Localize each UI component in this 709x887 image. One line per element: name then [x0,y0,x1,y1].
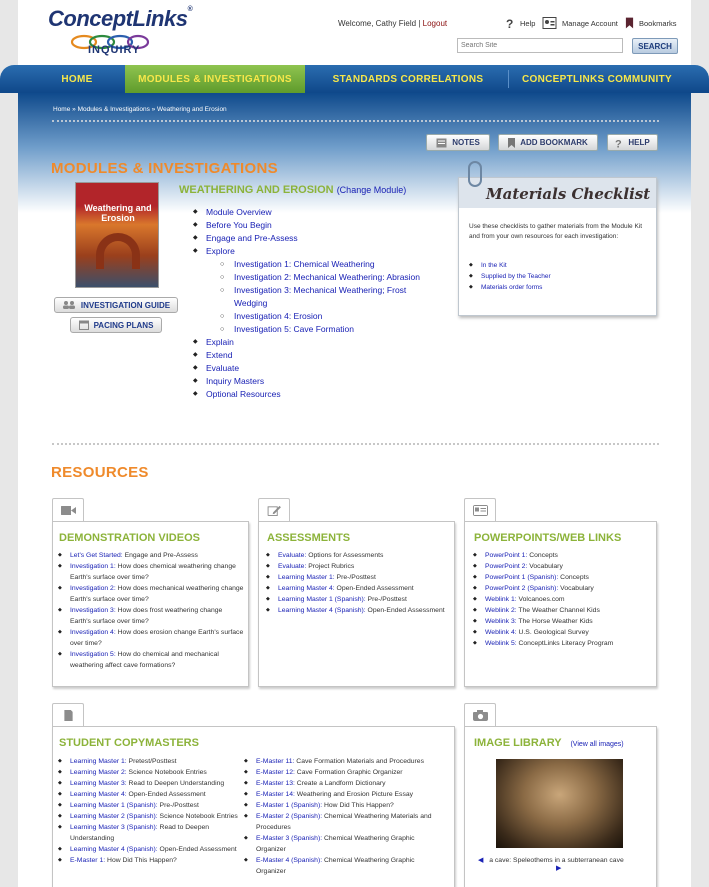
cover-title: Weathering and Erosion [84,203,152,223]
section-title-resources: RESOURCES [51,464,149,481]
breadcrumb[interactable]: Home » Modules & Investigations » Weathering and Erosion [53,106,227,113]
nav-tab-modules[interactable]: MODULES & INVESTIGATIONS [125,65,305,93]
copymaster-desc: Pre-/Posttest [157,802,199,809]
edit-pencil-icon [267,505,282,516]
video-item[interactable] [58,583,244,605]
welcome-text [338,19,447,28]
copymaster-item[interactable] [58,789,244,800]
copymaster-link[interactable]: Learning Master 4 (Spanish): [70,846,158,853]
copymaster-desc: Open-Ended Assessment [157,846,237,853]
conceptlinks-logo[interactable] [48,4,193,60]
copymaster-link[interactable]: Learning Master 4: [70,791,127,798]
search-button[interactable]: SEARCH [632,38,678,54]
weblink-link[interactable]: Weblink 5: [485,640,517,647]
notes-label: NOTES [452,138,480,147]
video-desc: How does frost weathering change Earth's surface over time? [70,607,223,625]
copymaster-desc: Chemical Weathering Materials and Procedures [256,813,432,831]
copymaster-link[interactable]: Learning Master 3: [70,780,127,787]
menu-module-overview[interactable]: ◆ Module Overview [193,206,433,219]
help-question-icon [615,138,623,148]
video-link[interactable]: Investigation 2: [70,585,116,592]
copymaster-item[interactable] [58,822,244,844]
notes-button[interactable] [426,134,490,151]
checklist-supplied-teacher-link[interactable]: Supplied by the Teacher [481,273,551,280]
weblink-desc: ConceptLinks Literacy Program [516,640,614,647]
menu-investigation-1[interactable]: ○ Investigation 1: Chemical Weathering [193,258,433,271]
videos-heading: DEMONSTRATION VIDEOS [59,532,200,544]
menu-before-you-begin[interactable]: ◆ Before You Begin [193,219,433,232]
powerpoints-heading: POWERPOINTS/WEB LINKS [474,532,622,544]
menu-engage-pre-assess[interactable]: ◆ Engage and Pre-Assess [193,232,433,245]
powerpoint-item[interactable] [473,561,653,572]
menu-inquiry-masters[interactable]: ◆ Inquiry Masters [193,375,433,388]
video-link[interactable]: Let's Get Started: [70,552,123,559]
copymasters-list-col1 [58,756,244,866]
copymaster-item[interactable] [244,811,444,833]
powerpoint-link[interactable]: PowerPoint 2 (Spanish): [485,585,559,592]
copymaster-link[interactable]: E-Master 1 (Spanish): [256,802,323,809]
assessment-desc: Open-Ended Assessment [365,607,445,614]
powerpoint-link[interactable]: PowerPoint 1: [485,552,528,559]
weblink-link[interactable]: Weblink 3: [485,618,517,625]
powerpoint-item[interactable] [473,550,653,561]
checklist-description: Use these checklists to gather materials from the Module Kit and from your own resources for each investigation: [469,223,643,240]
copymaster-item[interactable] [244,800,444,811]
video-link[interactable]: Investigation 4: [70,629,116,636]
welcome-label: Welcome, Cathy Field | [338,19,421,28]
help-link[interactable] [503,17,535,29]
logo-inquiry-text: INQUIRY [88,44,141,56]
copymaster-link[interactable]: Learning Master 2 (Spanish): [70,813,158,820]
video-item[interactable] [58,649,244,671]
powerpoint-desc: Concepts [558,574,589,581]
assessment-item[interactable] [266,605,452,616]
add-bookmark-label: ADD BOOKMARK [520,138,588,147]
weblink-item[interactable] [473,616,653,627]
videos-list [58,550,244,671]
svg-text:?: ? [506,17,514,29]
assessment-link[interactable]: Learning Master 1 (Spanish): [278,596,366,603]
nav-tab-home[interactable]: HOME [61,73,93,85]
copymaster-desc: Open-Ended Assessment [126,791,206,798]
powerpoint-item[interactable] [473,572,653,583]
copymasters-list-col2 [244,756,444,877]
module-title-text: WEATHERING AND EROSION [179,184,334,196]
assessment-item[interactable] [266,550,452,561]
pacing-plans-label: PACING PLANS [93,320,154,330]
materials-checklist-panel [458,177,657,316]
document-icon [61,710,76,721]
nav-separator [508,70,509,88]
weblink-desc: The Horse Weather Kids [516,618,593,625]
investigation-guide-button[interactable] [54,297,178,313]
copymaster-desc: How Did This Happen? [322,802,394,809]
section-title-modules: MODULES & INVESTIGATIONS [51,160,278,177]
copymasters-heading: STUDENT COPYMASTERS [59,737,199,749]
video-desc: How does chemical weathering change Earth's surface over time? [70,563,236,581]
copymaster-desc: How Did This Happen? [105,857,177,864]
nav-tab-standards[interactable]: STANDARDS CORRELATIONS [332,73,484,85]
next-image-arrow-icon[interactable]: ▶ [556,865,562,872]
menu-optional-resources[interactable]: ◆ Optional Resources [193,388,433,401]
image-library-tab [464,703,496,727]
manage-account-link[interactable] [542,17,618,29]
weblink-item[interactable] [473,594,653,605]
add-bookmark-button[interactable] [498,134,598,151]
assessment-link[interactable]: Evaluate: [278,552,307,559]
assessment-link[interactable]: Learning Master 1: [278,574,335,581]
module-title [179,184,406,196]
menu-investigation-2[interactable]: ○ Investigation 2: Mechanical Weathering: Abrasion [193,271,433,284]
checklist-supplied-teacher[interactable] [469,271,551,282]
video-desc: How does erosion change Earth's surface over time? [70,629,244,647]
logo-wordmark: ConceptLinks® [48,6,193,31]
account-card-icon [542,17,557,29]
copymaster-item[interactable] [244,767,444,778]
weblink-desc: U.S. Geological Survey [516,629,589,636]
weblink-link[interactable]: Weblink 1: [485,596,517,603]
video-link[interactable]: Investigation 5: [70,651,116,658]
copymaster-item[interactable] [58,767,244,778]
menu-investigation-5[interactable]: ○ Investigation 5: Cave Formation [193,323,433,336]
copymaster-desc: Science Notebook Entries [157,813,238,820]
menu-explore[interactable]: ◆ Explore [193,245,433,258]
logout-link[interactable]: Logout [422,19,448,28]
assessment-item[interactable] [266,572,452,583]
copymaster-desc: Create a Landform Dictionary [294,780,386,787]
copymaster-item[interactable] [244,833,444,855]
weblink-item[interactable] [473,627,653,638]
copymaster-item[interactable] [58,811,244,822]
copymaster-item[interactable] [244,778,444,789]
help-label: Help [520,18,536,28]
change-module-link[interactable]: (Change Module) [336,185,407,195]
copymaster-link[interactable]: E-Master 3 (Spanish): [256,835,323,842]
assessment-desc: Options for Assessments [306,552,384,559]
menu-extend[interactable]: ◆ Extend [193,349,433,362]
copymaster-item[interactable] [58,855,244,866]
copymaster-desc: Weathering and Erosion Picture Essay [294,791,414,798]
help-label: HELP [628,138,650,147]
dotted-divider [52,120,659,122]
copymaster-link[interactable]: Learning Master 1 (Spanish): [70,802,158,809]
assessment-link[interactable]: Evaluate: [278,563,307,570]
checklist-links [469,260,551,293]
copymaster-link[interactable]: Learning Master 1: [70,758,127,765]
prev-image-arrow-icon[interactable]: ◀ [478,857,484,864]
copymaster-desc: Cave Formation Graphic Organizer [294,769,403,776]
assessments-heading: ASSESSMENTS [267,532,351,544]
weblink-item[interactable] [473,605,653,616]
bookmarks-label: Bookmarks [639,18,677,28]
view-all-images-link[interactable]: (View all images) [570,741,624,748]
help-question-icon [503,17,515,29]
checklist-order-forms-link[interactable]: Materials order forms [481,284,543,291]
copymaster-item[interactable] [244,789,444,800]
search-input[interactable] [457,38,623,53]
image-library-title: IMAGE LIBRARY [474,737,562,749]
video-desc: Engage and Pre-Assess [122,552,198,559]
image-library-heading [474,737,624,749]
powerpoint-link[interactable]: PowerPoint 2: [485,563,528,570]
copymaster-link[interactable]: E-Master 1: [70,857,106,864]
powerpoints-tab [464,498,496,522]
copymaster-item[interactable] [244,756,444,767]
copymaster-item[interactable] [58,778,244,789]
copymaster-link[interactable]: Learning Master 3 (Spanish): [70,824,158,831]
copymaster-item[interactable] [58,756,244,767]
video-item[interactable] [58,550,244,561]
assessment-desc: Pre-/Posttest [334,574,376,581]
cover-arch-graphic [96,233,140,269]
copymaster-desc: Cave Formation Materials and Procedures [294,758,424,765]
svg-text:?: ? [615,138,623,148]
copymaster-link[interactable]: E-Master 2 (Spanish): [256,813,323,820]
copymaster-desc: Chemical Weathering Graphic Organizer [256,835,415,853]
copymaster-desc: Read to Deepen Understanding [70,824,210,842]
assessment-desc: Pre-/Posttest [365,596,407,603]
video-item[interactable] [58,561,244,583]
video-link[interactable]: Investigation 1: [70,563,116,570]
powerpoint-link[interactable]: PowerPoint 1 (Spanish): [485,574,559,581]
assessments-list [266,550,452,616]
assessment-item[interactable] [266,594,452,605]
copymaster-link[interactable]: E-Master 12: [256,769,295,776]
menu-investigation-3[interactable]: ○ Investigation 3: Mechanical Weathering; Frost Wedging [193,284,433,310]
pacing-plans-button[interactable] [70,317,162,333]
assessment-desc: Open-Ended Assessment [334,585,414,592]
checklist-in-kit[interactable] [469,260,551,271]
bookmarks-link[interactable] [625,17,677,29]
calendar-icon [79,320,89,330]
copymaster-item[interactable] [244,855,444,877]
cave-thumbnail-image[interactable] [496,759,623,848]
copymasters-tab [52,703,84,727]
menu-investigation-4[interactable]: ○ Investigation 4: Erosion [193,310,433,323]
copymaster-item[interactable] [58,844,244,855]
weblink-item[interactable] [473,638,653,649]
camera-icon [473,710,488,721]
nav-tab-community[interactable]: CONCEPTLINKS COMMUNITY [522,73,672,85]
copymaster-desc: Science Notebook Entries [126,769,207,776]
bookmark-icon [508,138,515,148]
weblink-link[interactable]: Weblink 4: [485,629,517,636]
module-menu [193,206,433,401]
main-navigation [0,65,709,93]
powerpoints-list [473,550,653,649]
assessment-link[interactable]: Learning Master 4: [278,585,335,592]
menu-explain[interactable]: ◆ Explain [193,336,433,349]
assessment-item[interactable] [266,561,452,572]
help-button[interactable] [607,134,658,151]
copymaster-link[interactable]: E-Master 11: [256,758,295,765]
weblink-link[interactable]: Weblink 2: [485,607,517,614]
image-caption-text: a cave: Speleothems in a subterranean cave [489,857,624,864]
checklist-order-forms[interactable] [469,282,551,293]
notes-icon [436,138,447,148]
video-link[interactable]: Investigation 3: [70,607,116,614]
copymaster-link[interactable]: Learning Master 2: [70,769,127,776]
slideshow-icon [473,505,488,516]
assessment-desc: Project Rubrics [306,563,355,570]
copymaster-link[interactable]: E-Master 4 (Spanish): [256,857,323,864]
copymaster-desc: Chemical Weathering Graphic Organizer [256,857,415,875]
copymaster-desc: Read to Deepen Understanding [126,780,225,787]
video-desc: How do chemical and mechanical weathering affect cave formations? [70,651,219,669]
video-desc: How does mechanical weathering change Earth's surface over time? [70,585,244,603]
copymaster-desc: Pretest/Posttest [126,758,177,765]
people-icon [62,301,76,309]
image-caption [478,856,624,864]
copymaster-link[interactable]: E-Master 14: [256,791,295,798]
investigation-guide-label: INVESTIGATION GUIDE [80,300,171,310]
video-camera-icon [61,505,76,516]
videos-tab [52,498,84,522]
video-item[interactable] [58,627,244,649]
dotted-divider [52,443,659,445]
manage-account-label: Manage Account [562,18,618,28]
assessments-tab [258,498,290,522]
powerpoint-desc: Vocabulary [527,563,563,570]
checklist-in-kit-link[interactable]: In the Kit [481,262,507,269]
bookmark-icon [625,17,634,29]
assessment-link[interactable]: Learning Master 4 (Spanish): [278,607,366,614]
menu-evaluate[interactable]: ◆ Evaluate [193,362,433,375]
assessment-item[interactable] [266,583,452,594]
powerpoint-desc: Vocabulary [558,585,594,592]
module-cover-image[interactable] [75,182,159,288]
weblink-desc: Volcanoes.com [516,596,565,603]
copymaster-link[interactable]: E-Master 13: [256,780,295,787]
paperclip-icon [468,161,482,187]
video-item[interactable] [58,605,244,627]
copymaster-item[interactable] [58,800,244,811]
weblink-desc: The Weather Channel Kids [516,607,600,614]
checklist-title: Materials Checklist [486,185,651,203]
powerpoint-desc: Concepts [527,552,558,559]
powerpoint-item[interactable] [473,583,653,594]
